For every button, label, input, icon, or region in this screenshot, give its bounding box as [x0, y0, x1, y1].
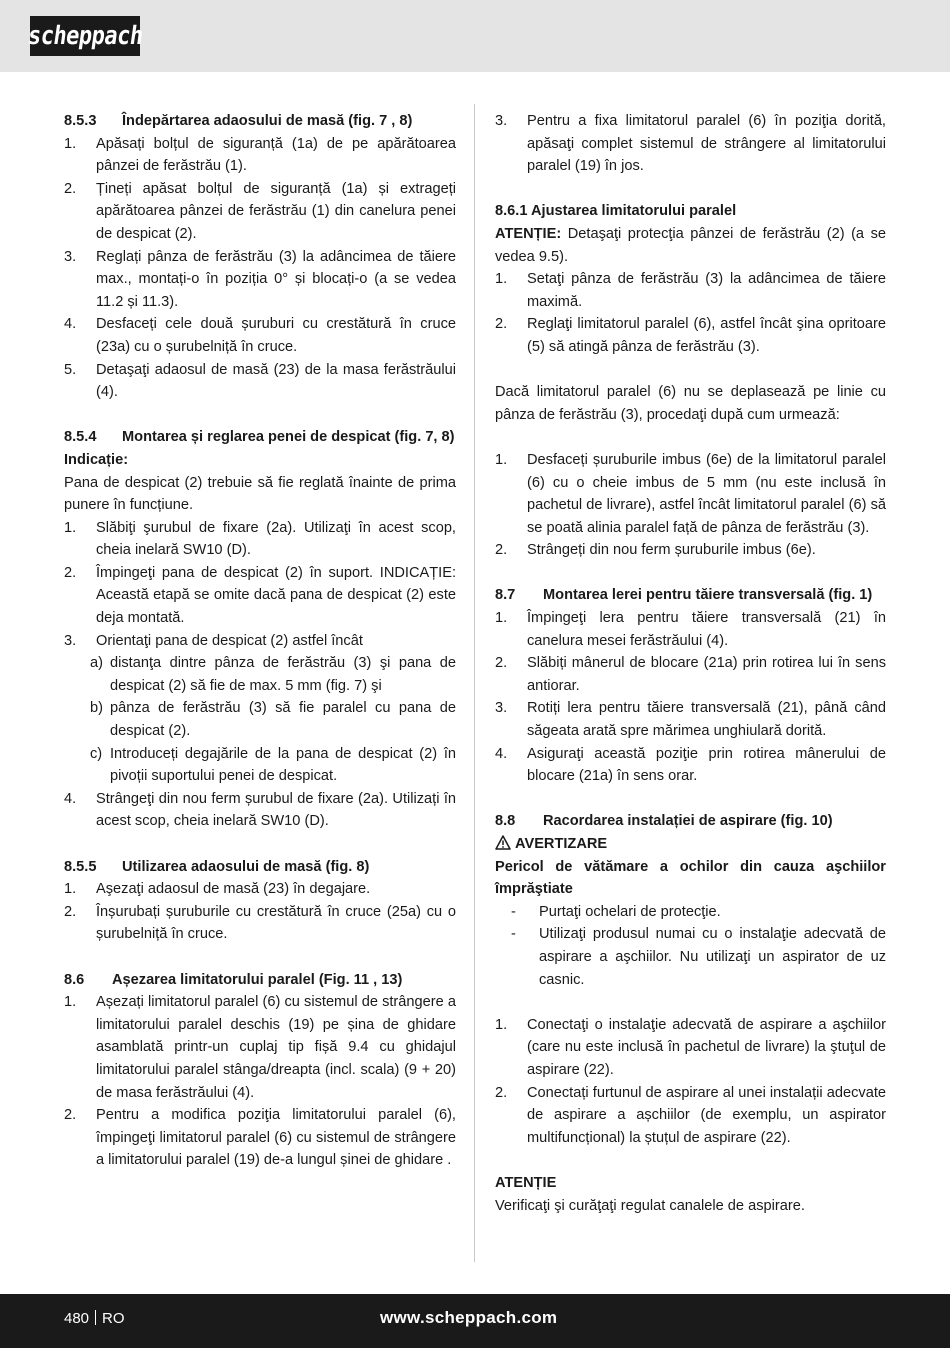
page-header: [0, 0, 950, 72]
list-item: 4. Strângeţi din nou ferm șurubul de fixare (2a). Utilizați în acest scop, cheia inelară SW10 (D).: [64, 790, 456, 830]
section-heading-8-6: 8.6 Așezarea limitatorului paralel (Fig. 11 , 13): [64, 971, 403, 988]
section-heading-8-5-3: 8.5.3 Îndepărtarea adaosului de masă (fig. 7 , 8): [64, 113, 413, 129]
list-item: 1. Împingeţi lera pentru tăiere transversală (21) în canelura mesei ferăstrăului (4).: [495, 610, 886, 649]
list-item: 5. Detaşaţi adaosul de masă (23) de la masa ferăstrăului (4).: [64, 361, 456, 401]
list-item: 1. Slăbiţi şurubul de fixare (2a). Utilizaţi în acest scop, cheia inelară SW10 (D).: [64, 519, 456, 559]
sub-list-item: b) pânza de ferăstrău (3) să fie paralel cu pana de despicat (2).: [90, 700, 456, 740]
list-item: 1. Așezați limitatorul paralel (6) cu sistemul de strângere a limitatorului paralel deschis (19) pe șina de ghidare asamblată printr-un cuplaj tip fișă 9.4 cu ghidajul limitatorului paralel stânga/dreapta (incl. scala) (9 + 20) de masa ferăstrăului (4).: [64, 994, 456, 1101]
list-item: 3. Reglați pânza de ferăstrău (3) la adâncimea de tăiere max., montați-o în poziția 0° și blocați-o (a se vedea 11.2 și 11.3).: [64, 248, 456, 310]
attention-note: ATENȚIE: Detaşaţi protecţia pânzei de ferăstrău (2) (a se vedea 9.5).: [495, 225, 886, 265]
section-heading-8-5-4: 8.5.4 Montarea și reglarea penei de despicat (fig. 7, 8): [64, 429, 455, 446]
list-item: 3. Rotiți lera pentru tăiere transversală (21), până când săgeata arată spre mărimea unghiulară dorită.: [495, 700, 886, 740]
page-footer: [0, 1294, 950, 1348]
section-heading-8-6-1: 8.6.1 Ajustarea limitatorului paralel: [495, 203, 737, 220]
note-text: Pana de despicat (2) trebuie să fie reglată înainte de prima punere în funcțiune.: [64, 474, 456, 514]
warning-label: AVERTIZARE: [495, 833, 886, 856]
list-item: 2. Țineți apăsat bolțul de siguranță (1a) și extrageți apărătoarea pânzei de ferăstrău (1) din canelura penei de despicat (2).: [64, 180, 456, 242]
dash-item: - Purtaţi ochelari de protecţie.: [511, 903, 721, 920]
section-heading-8-5-5: 8.5.5 Utilizarea adaosului de masă (fig. 8): [64, 858, 370, 875]
note-label: Indicație:: [64, 451, 129, 468]
list-item: 4. Asiguraţi această poziţie prin rotirea mânerului de blocare (21a) în sens orar.: [495, 745, 886, 785]
list-item: 2. Reglaţi limitatorul paralel (6), astfel încât şina opritoare (5) să atingă pânza de ferăstrău (3).: [495, 316, 886, 355]
paragraph: Dacă limitatorul paralel (6) nu se deplasează pe linie cu pânza de ferăstrău (3), procedaţi după cum urmează:: [495, 384, 886, 423]
list-item: 2. Înșurubați șuruburile cu crestătură în cruce (25a) cu o șurubelniță în cruce.: [64, 903, 456, 943]
brand-logo: [25, 16, 145, 56]
list-item: 1. Aşezaţi adaosul de masă (23) în degajare.: [64, 881, 371, 898]
left-column: [64, 110, 456, 1172]
attention-text: Verificaţi şi curăţaţi regulat canalele de aspirare.: [495, 1197, 805, 1214]
right-column: [495, 110, 886, 1217]
dash-item: - Utilizaţi produsul numai cu o instalaţie adecvată de aspirare a aşchiilor. Nu utilizaţi un aspirator de uz casnic.: [511, 926, 886, 988]
warning-triangle-icon: [495, 835, 511, 850]
warning-title: Pericol de vătămare a ochilor din cauza aşchiilor împrăştiate: [495, 858, 886, 898]
website-link[interactable]: www.scheppach.com: [380, 1308, 558, 1327]
list-item: 2. Strângeți din nou ferm șuruburile imbus (6e).: [495, 542, 816, 559]
list-item: 3. Orientaţi pana de despicat (2) astfel încât: [64, 632, 363, 649]
list-item: 2. Slăbiți mânerul de blocare (21a) prin rotirea lui în sens antiorar.: [495, 655, 886, 694]
list-item: 2. Împingeţi pana de despicat (2) în suport. INDICAȚIE: Această etapă se omite dacă pana de despicat (2) este deja montată.: [64, 564, 456, 627]
list-item: 1. Desfaceți șuruburile imbus (6e) de la limitatorul paralel (6) cu o cheie imbus de 5 mm (nu este inclusă în pachetul de livrare), astfel încât limitatorul paralel (6) să se poată alinia paralel față de pânza de ferăstrău (3).: [495, 451, 886, 536]
section-heading-8-8: 8.8 Racordarea instalației de aspirare (fig. 10): [495, 813, 833, 830]
list-item: 1. Apăsați bolțul de siguranță (1a) de pe apărătoarea pânzei de ferăstrău (1).: [64, 135, 456, 175]
sub-list-item: c) Introduceți degajările de la pana de despicat (2) în pivoții suportului penei de despicat.: [90, 745, 456, 785]
page-number: 480 RO: [64, 1310, 125, 1327]
attention-label: ATENȚIE: [495, 1174, 557, 1191]
list-item: 2. Pentru a modifica poziţia limitatorului paralel (6), împingeţi limitatorul paralel (6) cu sistemul de strângere a limitatorului paralel (19) de-a lungul șinei de ghidare .: [64, 1107, 456, 1169]
section-heading-8-7: 8.7 Montarea lerei pentru tăiere transversală (fig. 1): [495, 587, 873, 604]
logo-text: scheppach: [25, 21, 145, 51]
list-item: 4. Desfaceți cele două șuruburi cu crestătură în cruce (23a) cu o șurubelniță în cruce.: [64, 316, 456, 355]
sub-list-item: a) distanţa dintre pânza de ferăstrău (3) şi pana de despicat (2) să fie de max. 5 mm (fig. 7) şi: [90, 655, 456, 694]
list-item: 1. Conectaţi o instalaţie adecvată de aspirare a aşchiilor (care nu este inclusă în pachetul de livrare) la ştuţul de aspirare (22).: [495, 1016, 886, 1078]
list-item: 1. Setaţi pânza de ferăstrău (3) la adâncimea de tăiere maximă.: [495, 271, 886, 310]
column-divider: [474, 104, 475, 1262]
language-code: RO: [102, 1310, 125, 1327]
list-item: 2. Conectați furtunul de aspirare al unei instalații adecvate de aspirare a așchiilor (de exemplu, un aspirator multifuncțional) la ștuțul de aspirare (22).: [495, 1084, 886, 1146]
list-item: 3. Pentru a fixa limitatorul paralel (6) în poziţia dorită, apăsaţi complet sistemul de strângere al limitatorului paralel (19) în jos.: [495, 113, 886, 175]
